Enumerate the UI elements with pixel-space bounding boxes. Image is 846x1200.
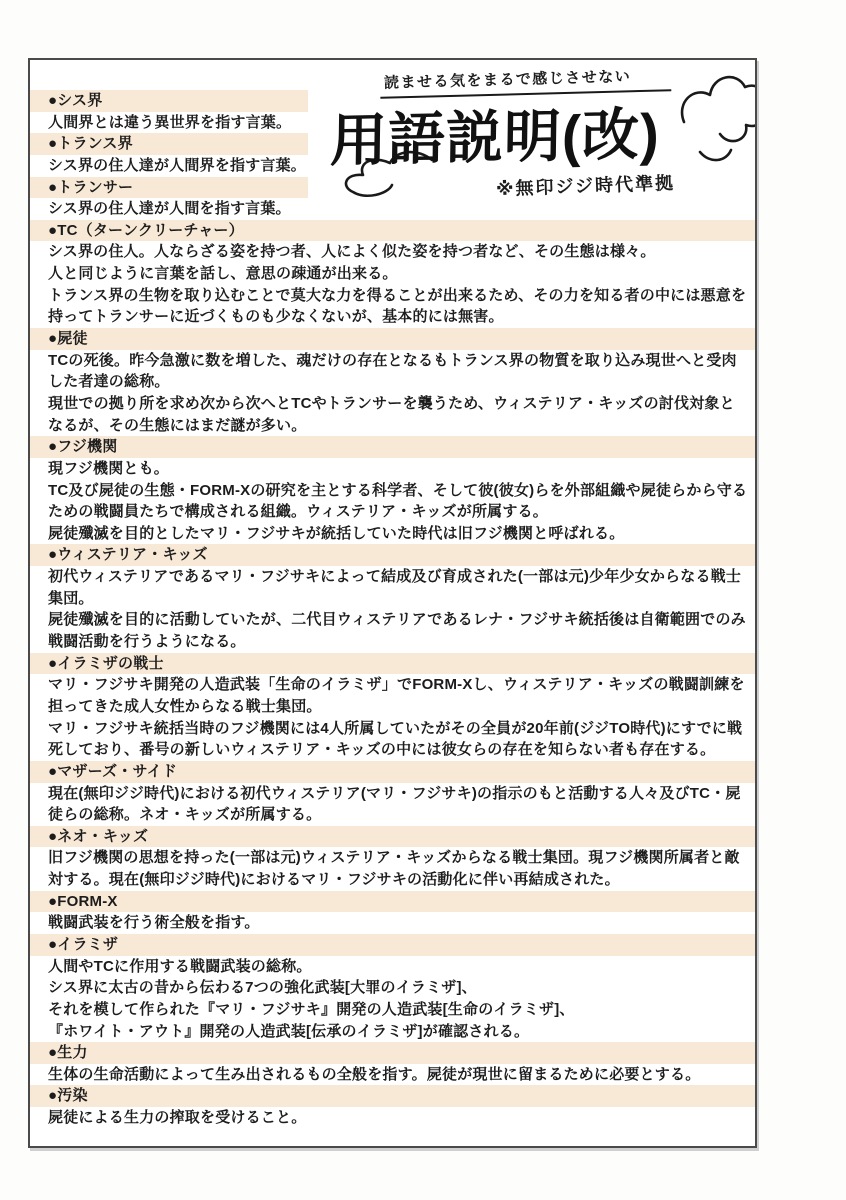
document-page [28, 58, 757, 1148]
term-definition-line: 屍徒殲滅を目的としたマリ・フジサキが統括していた時代は旧フジ機関と呼ばれる。 [48, 524, 625, 542]
term-header: ●屍徒 [30, 328, 755, 350]
term-definition-line: トランス界の生物を取り込むことで莫大な力を得ることが出来るため、その力を知る者の中には悪意を [48, 286, 747, 304]
term-definition-line: した者達の総称。 [48, 373, 170, 391]
page-title: 用語説明(改) [329, 102, 661, 174]
term-definition-line: 屍徒殲滅を目的に活動していたが、二代目ウィステリアであるレナ・フジサキ統括後は自衛範囲でのみ [48, 611, 746, 629]
term-definition-line: TCの死後。昨今急激に数を増した、魂だけの存在となるもトランス界の物質を取り込み現世へと受肉 [48, 351, 737, 369]
term-definition-line: TC及び屍徒の生態・FORM-Xの研究を主とする科学者、そして彼(彼女)らを外部組織や屍徒らから守る [48, 481, 748, 499]
term-definition-line: それを模して作られた『マリ・フジサキ』開発の人造武装[生命のイラミザ]、 [48, 1000, 575, 1018]
term-definition-line: 現在(無印ジジ時代)における初代ウィステリア(マリ・フジサキ)の指示のもと活動する人々及びTC・屍 [48, 784, 741, 802]
term-definition-line: 戦闘武装を行う術全般を指す。 [48, 914, 260, 932]
term-definition-line: 生体の生命活動によって生み出されるもの全般を指す。屍徒が現世に留まるために必要とする。 [48, 1065, 701, 1083]
term-definition-line: ための戦闘員たちで構成される組織。ウィステリア・キッズが所属する。 [48, 503, 548, 521]
term-definition-line: シス界に太古の昔から伝わる7つの強化武装[大罪のイラミザ]、 [48, 979, 477, 997]
glossary-list [30, 90, 755, 1129]
term-header: ●イラミザの戦士 [30, 653, 755, 675]
term-definition-line: なるが、その生態にはまだ謎が多い。 [48, 416, 307, 434]
term-definition-line: シス界の住人達が人間界を指す言葉。 [48, 156, 306, 174]
term-header: ●ネオ・キッズ [30, 826, 755, 848]
term-definition-line: 集団。 [48, 589, 94, 607]
term-definition-line: 持ってトランサーに近づくものも少なくないが、基本的には無害。 [48, 308, 504, 326]
term-definition-line: マリ・フジサキ統括当時のフジ機関には4人所属していたがその全員が20年前(ジジTO時代)にすでに戦 [48, 719, 743, 737]
term-header: ●生力 [30, 1042, 755, 1064]
term-definition-line: 人間やTCに作用する戦闘武装の総称。 [48, 957, 312, 975]
term-header: ●トランス界 [30, 133, 308, 155]
term-header: ●イラミザ [30, 934, 755, 956]
term-definition-line: 戦闘活動を行うようになる。 [48, 633, 246, 651]
term-definition-line: シス界の住人。人ならざる姿を持つ者、人によく似た姿を持つ者など、その生態は様々。 [48, 243, 656, 261]
term-header: ●TC（ターンクリーチャー） [30, 220, 755, 242]
term-header: ●汚染 [30, 1085, 755, 1107]
term-definition-line: 徒らの総称。ネオ・キッズが所属する。 [48, 806, 322, 824]
term-header: ●ウィステリア・キッズ [30, 544, 755, 566]
term-definition-line: 現世での拠り所を求め次から次へとTCやトランサーを襲うため、ウィステリア・キッズの討伐対象と [48, 394, 735, 412]
title-note: ※無印ジジ時代準拠 [495, 172, 676, 200]
term-header: ●マザーズ・サイド [30, 761, 755, 783]
term-header: ●フジ機関 [30, 436, 755, 458]
term-definition-line: 死しており、番号の新しいウィステリア・キッズの中には彼女らの存在を知らない者も存在する。 [48, 741, 716, 759]
term-definition-line: 人と同じように言葉を話し、意思の疎通が出来る。 [48, 265, 398, 283]
term-definition-line: 人間界とは違う異世界を指す言葉。 [48, 113, 292, 131]
term-header: ●トランサー [30, 177, 308, 199]
term-definition-line: 対する。現在(無印ジジ時代)におけるマリ・フジサキの活動化に伴い再結成された。 [48, 871, 620, 889]
term-header: ●FORM-X [30, 891, 755, 913]
term-definition-line: 『ホワイト・アウト』開発の人造武装[伝承のイラミザ]が確認される。 [48, 1022, 530, 1040]
term-definition-line: マリ・フジサキ開発の人造武装「生命のイラミザ」でFORM-Xし、ウィステリア・キッズの戦闘訓練を [48, 676, 745, 694]
term-definition-line: 現フジ機関とも。 [48, 459, 170, 477]
term-definition-line: 旧フジ機関の思想を持った(一部は元)ウィステリア・キッズからなる戦士集団。現フジ機関所属者と敵 [48, 849, 740, 867]
term-definition-line: シス界の住人達が人間を指す言葉。 [48, 200, 291, 218]
term-definition-line: 屍徒による生力の搾取を受けること。 [48, 1109, 307, 1127]
term-definition-line: 担ってきた成人女性からなる戦士集団。 [48, 697, 322, 715]
title-tagline: 読ませる気をまるで感じさせない [380, 64, 672, 99]
term-header: ●シス界 [30, 90, 308, 112]
term-definition-line: 初代ウィステリアであるマリ・フジサキによって結成及び育成された(一部は元)少年少女からなる戦士 [48, 568, 742, 586]
